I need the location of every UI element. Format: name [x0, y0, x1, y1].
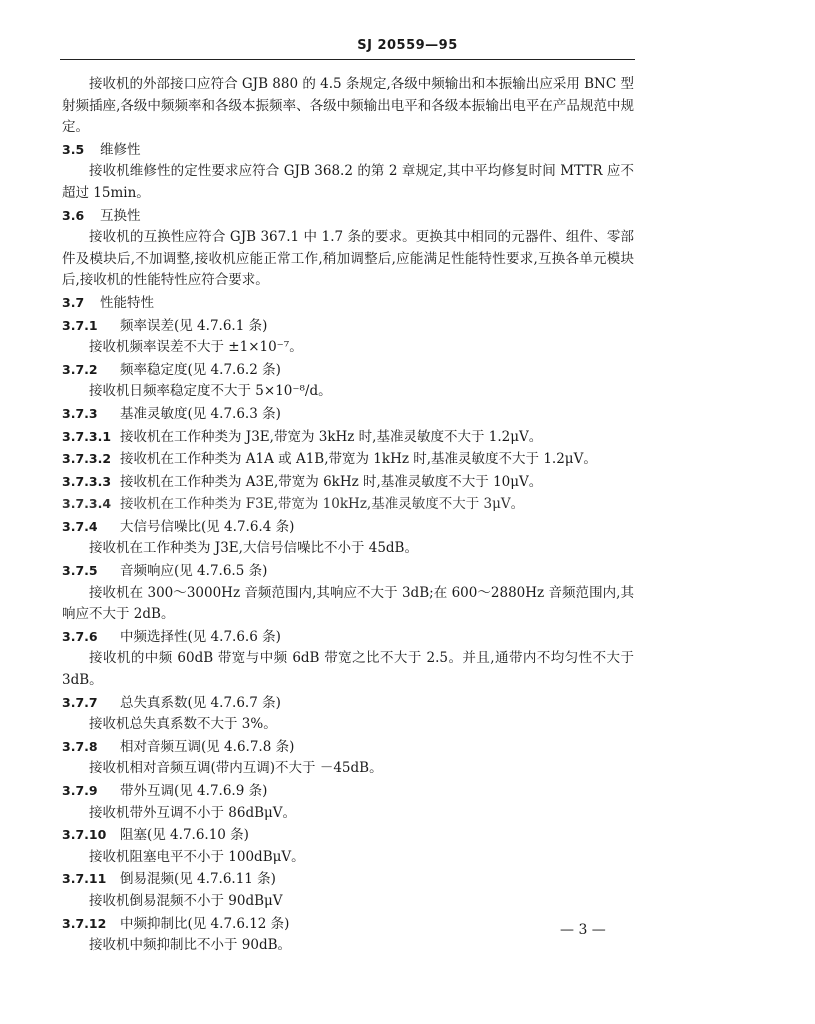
paragraph-snr: 接收机在工作种类为 J3E,大信号信噪比不小于 45dB。 — [89, 540, 418, 557]
paragraph-audio-response: 接收机在 300～3000Hz 音频范围内,其响应不大于 3dB;在 600～2880Hz 音频范围内,其响应不大于 2dB。 — [62, 584, 634, 623]
section-number: 3.5 — [62, 141, 85, 157]
section-title: 频率误差(见 4.7.6.1 条) — [120, 317, 268, 334]
section-number: 3.7.8 — [62, 738, 98, 754]
section-heading-3-7-9 — [62, 780, 634, 803]
section-number: 3.7.7 — [62, 694, 98, 710]
paragraph-if-rejection: 接收机中频抑制比不小于 90dB。 — [89, 937, 292, 954]
section-heading-3-7-1 — [62, 315, 634, 338]
section-heading-3-5 — [62, 139, 634, 162]
section-heading-3-7-10 — [62, 824, 634, 847]
section-number: 3.7.3.4 — [62, 496, 112, 512]
section-heading-3-7-2 — [62, 359, 634, 382]
section-title: 带外互调(见 4.7.6.9 条) — [120, 783, 268, 799]
clause-text: 接收机在工作种类为 J3E,带宽为 3kHz 时,基准灵敏度不大于 1.2μV。 — [120, 428, 543, 445]
section-title: 性能特性 — [100, 294, 154, 311]
paragraph-frequency-stability: 接收机日频率稳定度不大于 5×10⁻⁸/d。 — [89, 383, 332, 400]
section-heading-3-6 — [62, 205, 634, 228]
document-header: SJ 20559—95 — [357, 38, 458, 53]
section-title: 维修性 — [100, 141, 141, 158]
section-title: 总失真系数(见 4.7.6.7 条) — [120, 694, 281, 711]
section-title: 阻塞(见 4.7.6.10 条) — [120, 827, 249, 844]
section-heading-3-7-12 — [62, 913, 634, 936]
section-title: 倒易混频(见 4.7.6.11 条) — [120, 871, 276, 888]
section-heading-3-7-11 — [62, 868, 634, 891]
section-number: 3.7 — [62, 294, 85, 310]
section-heading-3-7-8 — [62, 736, 634, 759]
section-number: 3.7.3.1 — [62, 428, 112, 444]
section-heading-3-7-6 — [62, 626, 634, 649]
paragraph-frequency-error: 接收机频率误差不大于 ±1×10⁻⁷。 — [89, 339, 303, 356]
section-number: 3.7.6 — [62, 628, 98, 644]
section-number: 3.7.3 — [62, 405, 98, 421]
section-number: 3.7.12 — [62, 915, 107, 931]
paragraph-distortion: 接收机总失真系数不大于 3%。 — [89, 716, 277, 733]
section-number: 3.7.5 — [62, 563, 98, 579]
paragraph-blocking: 接收机阻塞电平不小于 100dBμV。 — [89, 848, 305, 865]
section-heading-3-7-5 — [62, 560, 634, 583]
clause-text: 接收机在工作种类为 F3E,带宽为 10kHz,基准灵敏度不大于 3μV。 — [120, 496, 525, 513]
section-number: 3.7.2 — [62, 361, 98, 377]
paragraph-interchangeability: 接收机的互换性应符合 GJB 367.1 中 1.7 条的要求。更换其中相同的元器件、组件、零部件及模块后,不加调整,接收机应能正常工作,稍加调整后,应能满足性能特性要求,互换各单元模块后,接收机的性能特性应符合要求。 — [62, 229, 634, 289]
paragraph-if-selectivity: 接收机的中频 60dB 带宽与中频 6dB 带宽之比不大于 2.5。并且,通带内不均匀性不大于 3dB。 — [62, 650, 634, 689]
clause-3-7-3-4 — [62, 493, 634, 516]
clause-3-7-3-2 — [62, 448, 634, 471]
paragraph-reciprocal-mixing: 接收机倒易混频不小于 90dBμV — [89, 892, 283, 909]
paragraph-maintainability: 接收机维修性的定性要求应符合 GJB 368.2 的第 2 章规定,其中平均修复时间 MTTR 应不超过 15min。 — [62, 163, 634, 201]
section-heading-3-7 — [62, 292, 634, 315]
section-heading-3-7-4 — [62, 516, 634, 539]
clause-3-7-3-3 — [62, 471, 634, 494]
section-number: 3.6 — [62, 207, 85, 223]
section-heading-3-7-3 — [62, 403, 634, 426]
section-number: 3.7.3.3 — [62, 473, 112, 489]
paragraph-outband-intermod: 接收机带外互调不小于 86dBμV。 — [89, 804, 297, 821]
clause-text: 接收机在工作种类为 A3E,带宽为 6kHz 时,基准灵敏度不大于 10μV。 — [120, 473, 543, 490]
section-title: 互换性 — [100, 207, 141, 224]
clause-3-7-3-1 — [62, 426, 634, 449]
section-title: 频率稳定度(见 4.7.6.2 条) — [120, 361, 281, 378]
paragraph-interface: 接收机的外部接口应符合 GJB 880 的 4.5 条规定,各级中频输出和本振输出应采用 BNC 型射频插座,各级中频频率和各级本振频率、各级中频输出电平和各级本振输出电平在产品规范中规定。 — [62, 76, 634, 136]
header-rule — [60, 59, 635, 60]
document-body — [62, 74, 634, 957]
section-number: 3.7.11 — [62, 871, 107, 887]
section-title: 大信号信噪比(见 4.7.6.4 条) — [120, 518, 295, 535]
section-title: 基准灵敏度(见 4.7.6.3 条) — [120, 405, 281, 422]
paragraph-audio-intermod: 接收机相对音频互调(带内互调)不大于 －45dB。 — [89, 760, 383, 777]
section-number: 3.7.9 — [62, 783, 98, 798]
section-heading-3-7-7 — [62, 692, 634, 715]
section-number: 3.7.10 — [62, 827, 107, 843]
section-title: 中频选择性(见 4.7.6.6 条) — [120, 628, 281, 645]
section-number: 3.7.1 — [62, 317, 98, 333]
section-title: 相对音频互调(见 4.6.7.8 条) — [120, 738, 295, 755]
section-title: 中频抑制比(见 4.7.6.12 条) — [120, 915, 290, 932]
clause-text: 接收机在工作种类为 A1A 或 A1B,带宽为 1kHz 时,基准灵敏度不大于 1.2μV。 — [120, 451, 597, 468]
section-number: 3.7.3.2 — [62, 451, 112, 467]
section-number: 3.7.4 — [62, 518, 98, 534]
page-number: — 3 — — [560, 922, 606, 938]
section-title: 音频响应(见 4.7.6.5 条) — [120, 563, 268, 580]
